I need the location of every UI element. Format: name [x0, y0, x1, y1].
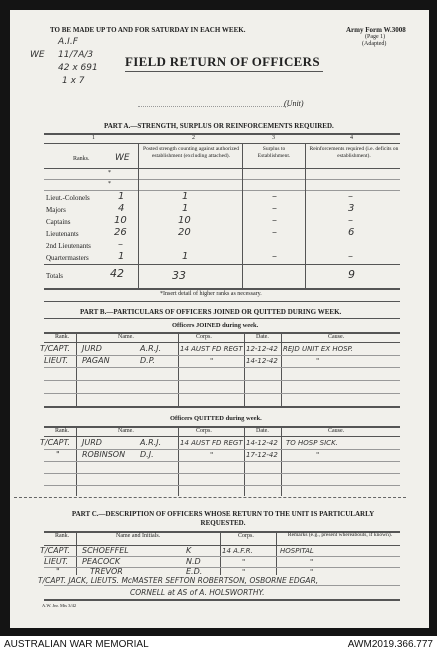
part-b-title: PART B.—PARTICULARS OF OFFICERS JOINED OR QUITTED DURING WEEK. [80, 308, 342, 316]
rank-hw-count: 10 [114, 215, 127, 226]
joined-corps: " [210, 357, 214, 365]
rank-label: Captains [46, 218, 71, 226]
part-c-note-line-1: T/CAPT. JACK, LIEUTS. McMASTER SEFTON ROBERTSON, OSBORNE EDGAR, [38, 576, 319, 585]
part-b-top-rule [44, 301, 400, 302]
joined-rank: T/CAPT. [40, 344, 70, 353]
part-a-num-rule [44, 143, 400, 144]
rank-surplus: – [272, 215, 277, 226]
rank-posted: 1 [182, 191, 189, 202]
quitted-row-rule-3 [44, 473, 400, 474]
rank-hw-count: 1 [118, 191, 125, 202]
part-a-note: *Insert detail of higher ranks as necessary. [160, 291, 262, 297]
joined-bottom-rule [44, 406, 400, 408]
hw-establishment: 42 x 691 [58, 63, 98, 73]
part-c-remarks: HOSPITAL [280, 547, 314, 555]
part-c-name: PEACOCK [82, 557, 121, 566]
part-b-title-rule [44, 318, 400, 319]
joined-name: JURD [82, 344, 102, 353]
part-c-corps: " [242, 568, 246, 576]
joined-row-rule-3 [44, 380, 400, 381]
rank-posted: 1 [182, 203, 189, 214]
joined-cause: " [316, 357, 320, 365]
quitted-col-name: Name. [118, 428, 134, 434]
unit-label: (Unit) [284, 99, 304, 108]
part-c-initials: K [186, 546, 192, 555]
rank-label: Lieutenants [46, 230, 79, 238]
quitted-name: ROBINSON [82, 450, 126, 459]
rank-reinforcements: 6 [348, 227, 355, 238]
rank-hw-count: 1 [118, 251, 125, 262]
part-c-name: SCHOEFFEL [82, 546, 129, 555]
rank-surplus: – [272, 203, 277, 214]
part-c-initials: E.D. [186, 567, 203, 576]
part-a-col-line-2 [242, 143, 243, 289]
part-c-rank: " [56, 567, 60, 576]
asterisk-2: * [108, 181, 111, 187]
part-c-col-corps: Corps. [238, 533, 254, 539]
part-c-initials: N.D [186, 557, 201, 566]
surplus-header: Surplus to Establishment. [257, 146, 291, 159]
part-c-col-name: Name and Initials. [116, 533, 161, 539]
rank-label: 2nd Lieutenants [46, 242, 91, 250]
part-c-bottom-rule [44, 599, 400, 601]
rank-hw-count: 26 [114, 227, 127, 238]
perforation-line [14, 497, 406, 498]
part-c-remarks: " [310, 558, 314, 566]
rank-reinforcements: – [348, 251, 353, 262]
joined-date: 14-12-42 [246, 357, 278, 365]
hw-we: WE [30, 50, 45, 60]
joined-row-rule-4 [44, 393, 400, 394]
rank-reinforcements: – [348, 191, 353, 202]
quitted-row-rule-4 [44, 485, 400, 486]
part-a-row-rule-1 [44, 179, 400, 180]
quitted-name: JURD [82, 438, 102, 447]
quitted-col-cause: Cause. [328, 428, 345, 434]
hw-ref: 11/7A/3 [58, 50, 94, 60]
part-a-header-rule [44, 168, 400, 169]
quitted-cause: TO HOSP SICK. [286, 439, 338, 447]
part-a-top-rule [44, 133, 400, 135]
joined-title: Officers JOINED during week. [172, 322, 259, 329]
part-c-row-rule-3 [44, 585, 400, 586]
part-c-col-line-1 [76, 531, 77, 575]
rank-reinforcements: 3 [348, 203, 355, 214]
form-adapted: (Adapted) [362, 41, 387, 47]
rank-surplus: – [272, 227, 277, 238]
ranks-hw-we: WE [115, 153, 130, 163]
joined-name: PAGAN [82, 356, 110, 365]
joined-initials: D.P. [140, 356, 155, 365]
part-c-note-line-2: CORNELL at AS of A. HOLSWORTHY. [130, 588, 265, 597]
part-c-remarks: " [310, 568, 314, 576]
col-num-2: 2 [192, 135, 195, 141]
rank-hw-count: 4 [118, 203, 125, 214]
joined-initials: A.R.J. [140, 344, 162, 353]
joined-col-name: Name. [118, 334, 134, 340]
totals-posted: 33 [172, 269, 186, 282]
asterisk-1: * [108, 170, 111, 176]
part-c-corps: 14 A.F.R. [222, 547, 253, 555]
quitted-col-rank: Rank. [55, 428, 70, 434]
joined-header-rule [44, 342, 400, 343]
unit-line [138, 106, 288, 107]
col-num-3: 3 [272, 135, 275, 141]
part-c-col-rank: Rank. [55, 533, 70, 539]
part-c-col-line-2 [220, 531, 221, 575]
quitted-date: 17-12-42 [246, 451, 278, 459]
joined-col-line-2 [178, 332, 179, 406]
part-a-bottom-rule [44, 288, 400, 290]
form-number: Army Form W.3008 [346, 26, 406, 34]
joined-corps: 14 AUST FD REGT [180, 345, 243, 353]
rank-surplus: – [272, 191, 277, 202]
joined-col-corps: Corps. [196, 334, 212, 340]
rank-hw-count: – [118, 239, 123, 250]
joined-top-rule [44, 332, 400, 334]
title-underline [125, 71, 323, 72]
rank-posted: 1 [182, 251, 189, 262]
quitted-title: Officers QUITTED during week. [170, 415, 262, 422]
joined-col-date: Date. [256, 334, 269, 340]
rank-surplus: – [272, 251, 277, 262]
totals-label: Totals [46, 272, 64, 280]
quitted-initials: A.R.J. [140, 438, 162, 447]
quitted-cause: " [316, 451, 320, 459]
part-a-col-line-3 [305, 143, 306, 289]
part-a-col-line-1 [138, 143, 139, 289]
hw-aif: A.I.F [58, 37, 78, 47]
printer-imprint: A.W. Jnr. Mts 3/42 [42, 603, 77, 608]
rank-reinforcements: – [348, 215, 353, 226]
form-title: FIELD RETURN OF OFFICERS [125, 54, 320, 69]
rank-posted: 10 [178, 215, 191, 226]
joined-cause: REJD UNIT EX HOSP. [283, 345, 354, 353]
rank-label: Lieut.-Colonels [46, 194, 90, 202]
totals-rule [44, 264, 400, 265]
col-num-1: 1 [92, 135, 95, 141]
quitted-rank: " [56, 450, 60, 459]
quitted-top-rule [44, 426, 400, 428]
part-c-corps: " [242, 558, 246, 566]
quitted-rank: T/CAPT. [40, 438, 70, 447]
joined-col-line-1 [76, 332, 77, 406]
archive-footer [0, 636, 437, 653]
posted-header: Posted strength counting against authorized establishment (excluding attached). [143, 146, 239, 159]
joined-col-cause: Cause. [328, 334, 345, 340]
quitted-col-date: Date. [256, 428, 269, 434]
part-a-title: PART A.—STRENGTH, SURPLUS OR REINFORCEMENTS REQUIRED. [104, 122, 334, 130]
archive-reference: AWM2019.366.777 [347, 639, 433, 650]
joined-date: 12-12-42 [246, 345, 278, 353]
quitted-row-rule-2 [44, 461, 400, 462]
quitted-corps: " [210, 451, 214, 459]
hw-establishment-2: 1 x 7 [62, 76, 85, 86]
quitted-date: 14-12-42 [246, 439, 278, 447]
part-c-name: TREVOR [90, 567, 123, 576]
totals-reinforcements: 9 [348, 268, 355, 281]
part-c-title: PART C.—DESCRIPTION OF OFFICERS WHOSE RETURN TO THE UNIT IS PARTICULARLY REQUESTED. [71, 510, 375, 527]
quitted-corps: 14 AUST FD REGT [180, 439, 243, 447]
rank-label: Majors [46, 206, 66, 214]
totals-hw-count: 42 [110, 267, 124, 280]
col-num-4: 4 [350, 135, 353, 141]
form-page: (Page 1) [365, 34, 386, 40]
rank-label: Quartermasters [46, 254, 89, 262]
quitted-initials: D.J. [140, 450, 154, 459]
joined-col-line-3 [244, 332, 245, 406]
part-c-col-line-3 [276, 531, 277, 575]
part-c-rank: LIEUT. [44, 557, 69, 566]
joined-row-rule-2 [44, 367, 400, 368]
joined-rank: LIEUT. [44, 356, 69, 365]
quitted-header-rule [44, 436, 400, 437]
reinforcements-header: Reinforcements required (i.e. deficits on establishment). [309, 146, 399, 159]
joined-col-line-4 [281, 332, 282, 406]
archive-name: AUSTRALIAN WAR MEMORIAL [4, 639, 149, 650]
joined-col-rank: Rank. [55, 334, 70, 340]
part-c-col-remarks: Remarks (e.g., present whereabouts, if known). [287, 532, 393, 538]
ranks-header: Ranks. [73, 156, 90, 162]
quitted-col-corps: Corps. [196, 428, 212, 434]
part-a-row-rule-2 [44, 190, 400, 191]
header-instruction: TO BE MADE UP TO AND FOR SATURDAY IN EACH WEEK. [50, 26, 246, 34]
rank-posted: 20 [178, 227, 191, 238]
form-sheet [10, 10, 429, 628]
part-c-rank: T/CAPT. [40, 546, 70, 555]
